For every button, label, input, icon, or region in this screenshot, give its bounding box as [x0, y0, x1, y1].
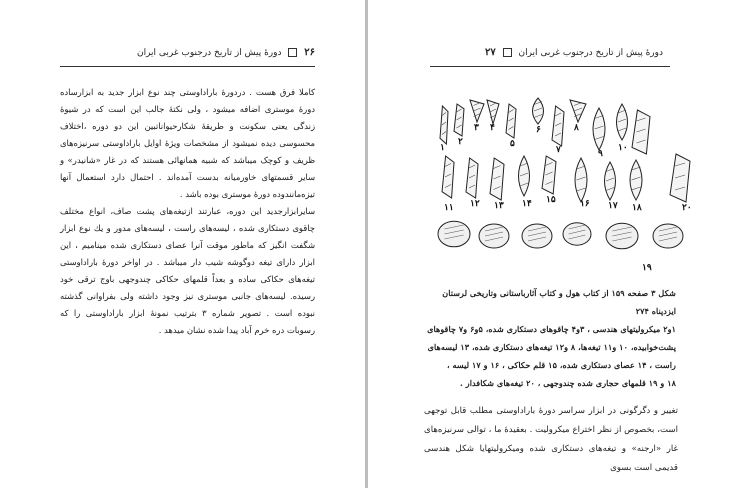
stone-flake-drawing	[522, 224, 552, 248]
figure-number-label: ۱	[440, 143, 445, 153]
stone-tool-drawing	[593, 108, 605, 150]
running-title: دورۀ پیش از تاریخ درجنوب غربی ایران	[136, 48, 282, 58]
stone-tool-drawing	[630, 160, 642, 200]
stone-tool-drawing	[442, 156, 454, 198]
figure-caption	[424, 284, 676, 392]
stone-tool-drawing	[519, 156, 530, 196]
stone-tool-drawing	[533, 98, 544, 124]
right-body-text	[424, 402, 678, 478]
figure-number-label: ۱۶	[580, 199, 590, 209]
figure-number-label: ۶	[536, 125, 541, 135]
stone-flake-drawing	[653, 224, 683, 248]
figure-number-label: ۳	[474, 123, 479, 133]
figure-number-label: ۱۵	[546, 195, 556, 205]
stone-flake-drawing	[438, 221, 470, 247]
left-page	[0, 0, 365, 488]
figure-number-label: ۸	[574, 123, 579, 133]
stone-flake-drawing	[563, 223, 591, 245]
stone-tool-drawing	[470, 100, 484, 122]
stone-tool-drawing	[506, 104, 516, 138]
paragraph: سایرابزارجدید این دوره، عبارتند ازتیغه‌های پشت صاف، انواع مختلف چاقوی دستکاری شده ، لیسه‌های راست ، لیسه‌های مدور و یك نوع ابزار شگفت انگیز که ماطور موقت آنرا عصای دستکاری شده مینامیم ، این ابزار دارای تیغه دوگوشه شیب دار میباشد . در اواخر دورۀ باراداوستی تیغه‌های حکاکی ساده و بعداً قلمهای حکاکی چندوجهی باوج ترقی خود رسیده. لیسه‌های جانبی موستری نیز وجود داشته ولی بفراوانی گذشته نبوده است . تصویر شماره ۳ بترتیب نمونۀ ابزار باراداوستی را که رسوبات دره خرم آباد پیدا شده نشان میدهد .	[60, 206, 315, 335]
stone-tool-drawing	[575, 158, 587, 202]
figure-number-label: ۱۰	[618, 143, 628, 153]
stone-tools-figure	[432, 86, 702, 276]
page-number-box	[288, 48, 297, 57]
figure-number-label: ۴	[490, 123, 495, 133]
figure-number-label: ۱۹	[642, 263, 652, 273]
stone-tool-drawing	[542, 156, 556, 194]
caption-line: پشت‌خوابیده، ۱۰ و۱۱ تیغه‌ها، ۸ و۱۲ تیغه‌های دستکاری شده، ۱۳ لیسه‌های	[427, 342, 676, 352]
stone-tool-drawing	[552, 106, 564, 146]
figure-number-label: ۲	[458, 137, 463, 147]
caption-line: راست ، ۱۴ عصای دستکاری شده، ۱۵ قلم حکاکی ، ۱۶ و ۱۷ لیسه ،	[446, 360, 676, 370]
stone-tool-drawing	[670, 154, 690, 202]
paragraph: کاملا فرق هست . دردورۀ باراداوستی چند نوع ابزار جدید به ابزارساده دورۀ موستری اضافه میشود ، ولی نکتۀ جالب این است که در شیوۀ زندگی یعنی سکونت و طریقۀ شکارحیواناتبین این دو دوره ،اختلاف محسوسی دیده نمیشود از مشخصات ویژۀ اوایل باراداوستی سرنیزه‌های ظریف و کوچک میباشد که شبیه همانهائی هستند که در غار «شانیدر» و سایر قسمتهای خاورمیانه بدست آمده‌اند . احتمال دارد استعمال آنها تیزه‌مانندوده دورۀ موستری بوده باشد .	[60, 87, 315, 199]
figure-number-label: ۹	[598, 149, 603, 159]
paragraph: تغییر و دگرگونی در ابزار سراسر دورۀ باراداوستی مطلب قابل توجهی است، بخصوص از نظر اختراع میکرولیت . بعقیدۀ ما ، توالی سرنیزه‌های غار «ارجنه» و تیغه‌های دستکاری شده ومیکرولیتهایا شکل هندسی قدیمی است بسوی	[424, 406, 678, 473]
figure-number-label: ۷	[556, 145, 561, 155]
header-rule	[60, 66, 315, 67]
right-page-header	[485, 47, 663, 58]
left-page-header	[137, 47, 315, 58]
stone-tool-drawing	[440, 106, 448, 144]
figure-number-label: ۱۱	[444, 203, 454, 213]
figure-number-label: ۱۷	[608, 201, 618, 211]
header-rule	[430, 66, 670, 67]
stone-tool-drawing	[466, 158, 478, 198]
figure-number-label: ۱۲	[470, 199, 480, 209]
figure-number-label: ۱۳	[494, 201, 504, 211]
stone-tool-drawing	[617, 104, 628, 140]
stone-tool-drawing	[605, 162, 616, 200]
page-number-box	[503, 48, 512, 57]
page-number: ۲۶	[304, 47, 315, 58]
figure-number-label: ۱۸	[632, 203, 642, 213]
stone-tool-drawing	[570, 100, 586, 122]
stone-flake-drawing	[479, 224, 509, 248]
stone-tool-drawing	[632, 110, 650, 154]
stone-flake-drawing	[606, 223, 638, 249]
caption-line: ۱۸ و ۱۹ قلمهای حجاری شده چندوجهی ، ۲۰ تیغه‌های شکافدار .	[460, 378, 676, 388]
figure-number-label: ۵	[510, 139, 515, 149]
figure-number-label: ۱۴	[522, 199, 532, 209]
left-body-text	[60, 84, 315, 339]
running-title: دورۀ پیش از تاریخ درجنوب غربی ایران	[518, 48, 663, 58]
stone-tool-drawing	[487, 100, 499, 124]
stone-tool-drawing	[454, 104, 464, 136]
caption-line: ۱و۲ میکرولیتهای هندسی ، ۳و۴ چاقوهای دستکاری شده، ۵و۶ و۷ چاقوهای	[427, 324, 676, 334]
stone-tool-drawing	[490, 158, 504, 200]
page-number: ۲۷	[484, 47, 496, 58]
figure-number-label: ۲۰	[682, 203, 692, 213]
caption-line: شکل ۳ صفحه ۱۵۹ از کتاب هول و کتاب آثارباستانی وتاریخی لرستان ایزدپناه ۲۷۴	[442, 288, 676, 316]
